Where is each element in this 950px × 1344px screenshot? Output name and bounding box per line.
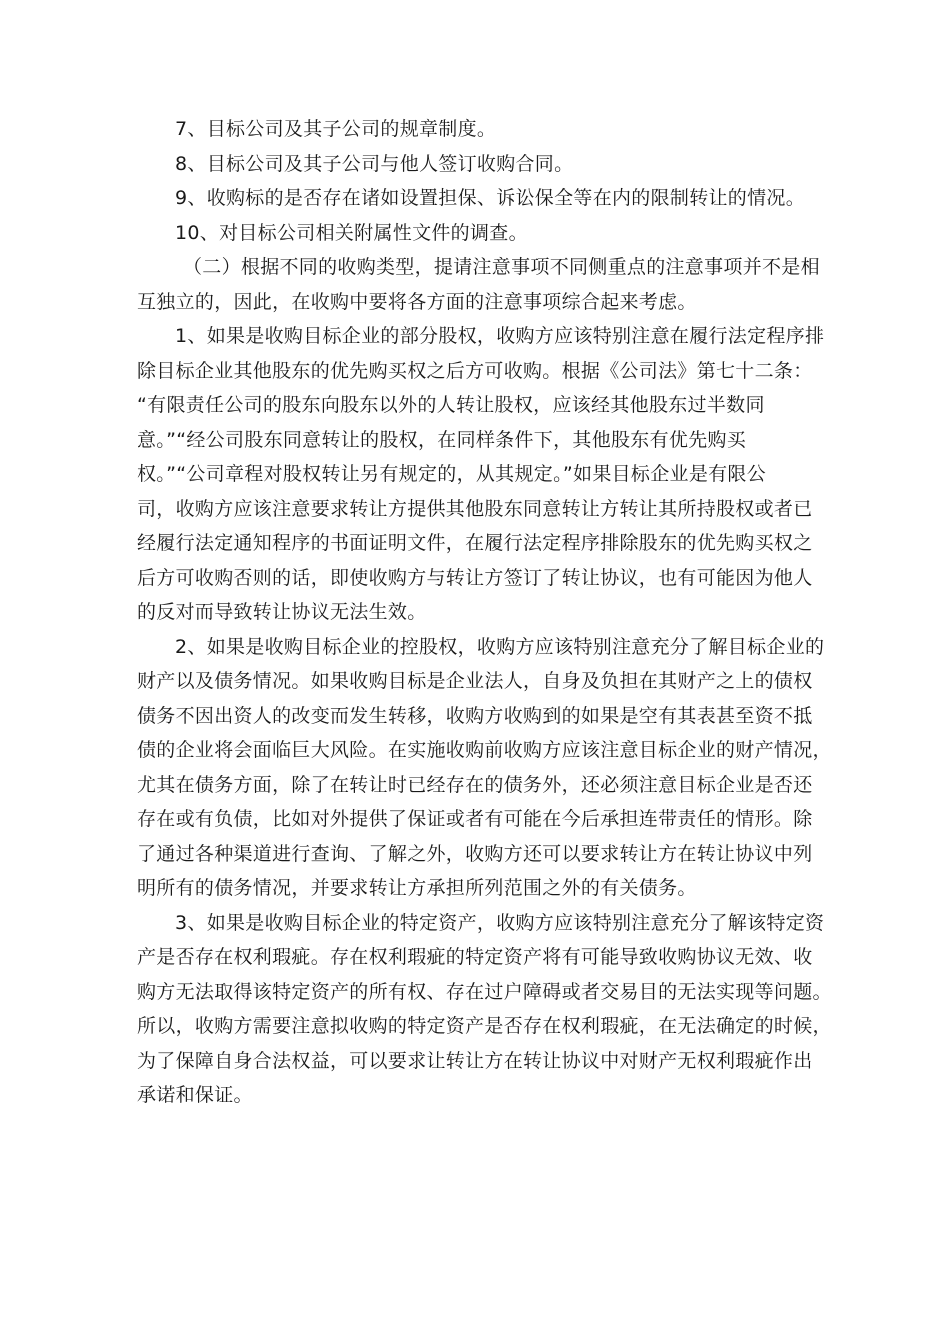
paragraph-2-line-8: 明所有的债务情况，并要求转让方承担所列范围之外的有关债务。 [137, 877, 697, 899]
paragraph-3-line-4: 所以，收购方需要注意拟收购的特定资产是否存在权利瑕疵，在无法确定的时候， [137, 1015, 832, 1037]
list-item-10: 10、对目标公司相关附属性文件的调查。 [175, 221, 528, 244]
document-body [137, 112, 832, 1113]
paragraph-2-line-2: 财产以及债务情况。如果收购目标是企业法人，自身及负担在其财产之上的债权 [137, 670, 813, 692]
paragraph-1-line-3: “有限责任公司的股东向股东以外的人转让股权，应该经其他股东过半数同 [137, 394, 765, 416]
paragraph-1-line-4: 意。”“经公司股东同意转让的股权，在同样条件下，其他股东有优先购买 [137, 428, 747, 451]
paragraph-2-line-6: 存在或有负债，比如对外提供了保证或者有可能在今后承担连带责任的情形。除 [137, 808, 813, 830]
paragraph-3-line-2: 产是否存在权利瑕疵。存在权利瑕疵的特定资产将有可能导致收购协议无效、收 [137, 946, 813, 968]
paragraph-3-line-5: 为了保障自身合法权益，可以要求让转让方在转让协议中对财产无权利瑕疵作出 [137, 1049, 813, 1072]
paragraph-1-line-2: 除目标企业其他股东的优先购买权之后方可收购。根据《公司法》第七十二条： [137, 359, 813, 382]
paragraph-1-line-6: 司，收购方应该注意要求转让方提供其他股东同意转让方转让其所持股权或者已 [137, 497, 813, 520]
paragraph-3-line-3: 购方无法取得该特定资产的所有权、存在过户障碍或者交易目的无法实现等问题。 [137, 980, 832, 1003]
paragraph-1-line-7: 经履行法定通知程序的书面证明文件，在履行法定程序排除股东的优先购买权之 [137, 532, 813, 554]
section-two-line-2: 互独立的，因此，在收购中要将各方面的注意事项综合起来考虑。 [137, 290, 697, 313]
paragraph-1-line-1: 1、如果是收购目标企业的部分股权，收购方应该特别注意在履行法定程序排 [175, 325, 825, 347]
paragraph-3-line-6: 承诺和保证。 [137, 1084, 253, 1106]
list-item-7: 7、目标公司及其子公司的规章制度。 [175, 118, 497, 140]
paragraph-1-line-9: 的反对而导致转让协议无法生效。 [137, 601, 427, 623]
section-two-line-1: （二）根据不同的收购类型，提请注意事项不同侧重点的注意事项并不是相 [183, 256, 820, 278]
paragraph-2-line-1: 2、如果是收购目标企业的控股权，收购方应该特别注意充分了解目标企业的 [175, 635, 825, 658]
list-item-9: 9、收购标的是否存在诸如设置担保、诉讼保全等在内的限制转让的情况。 [175, 187, 805, 209]
paragraph-1-line-8: 后方可收购否则的话，即使收购方与转让方签订了转让协议，也有可能因为他人 [137, 566, 813, 589]
paragraph-2-line-3: 债务不因出资人的改变而发生转移，收购方收购到的如果是空有其表甚至资不抵 [137, 704, 813, 727]
paragraph-2-line-4: 债的企业将会面临巨大风险。在实施收购前收购方应该注意目标企业的财产情况， [137, 739, 832, 761]
paragraph-2-line-5: 尤其在债务方面，除了在转让时已经存在的债务外，还必须注意目标企业是否还 [137, 773, 813, 796]
paragraph-1-line-5: 权。”“公司章程对股权转让另有规定的，从其规定。”如果目标企业是有限公 [137, 463, 767, 485]
paragraph-3-line-1: 3、如果是收购目标企业的特定资产，收购方应该特别注意充分了解该特定资 [175, 911, 825, 934]
paragraph-2-line-7: 了通过各种渠道进行查询、了解之外，收购方还可以要求转让方在转让协议中列 [137, 842, 813, 865]
list-item-8: 8、目标公司及其子公司与他人签订收购合同。 [175, 152, 574, 175]
